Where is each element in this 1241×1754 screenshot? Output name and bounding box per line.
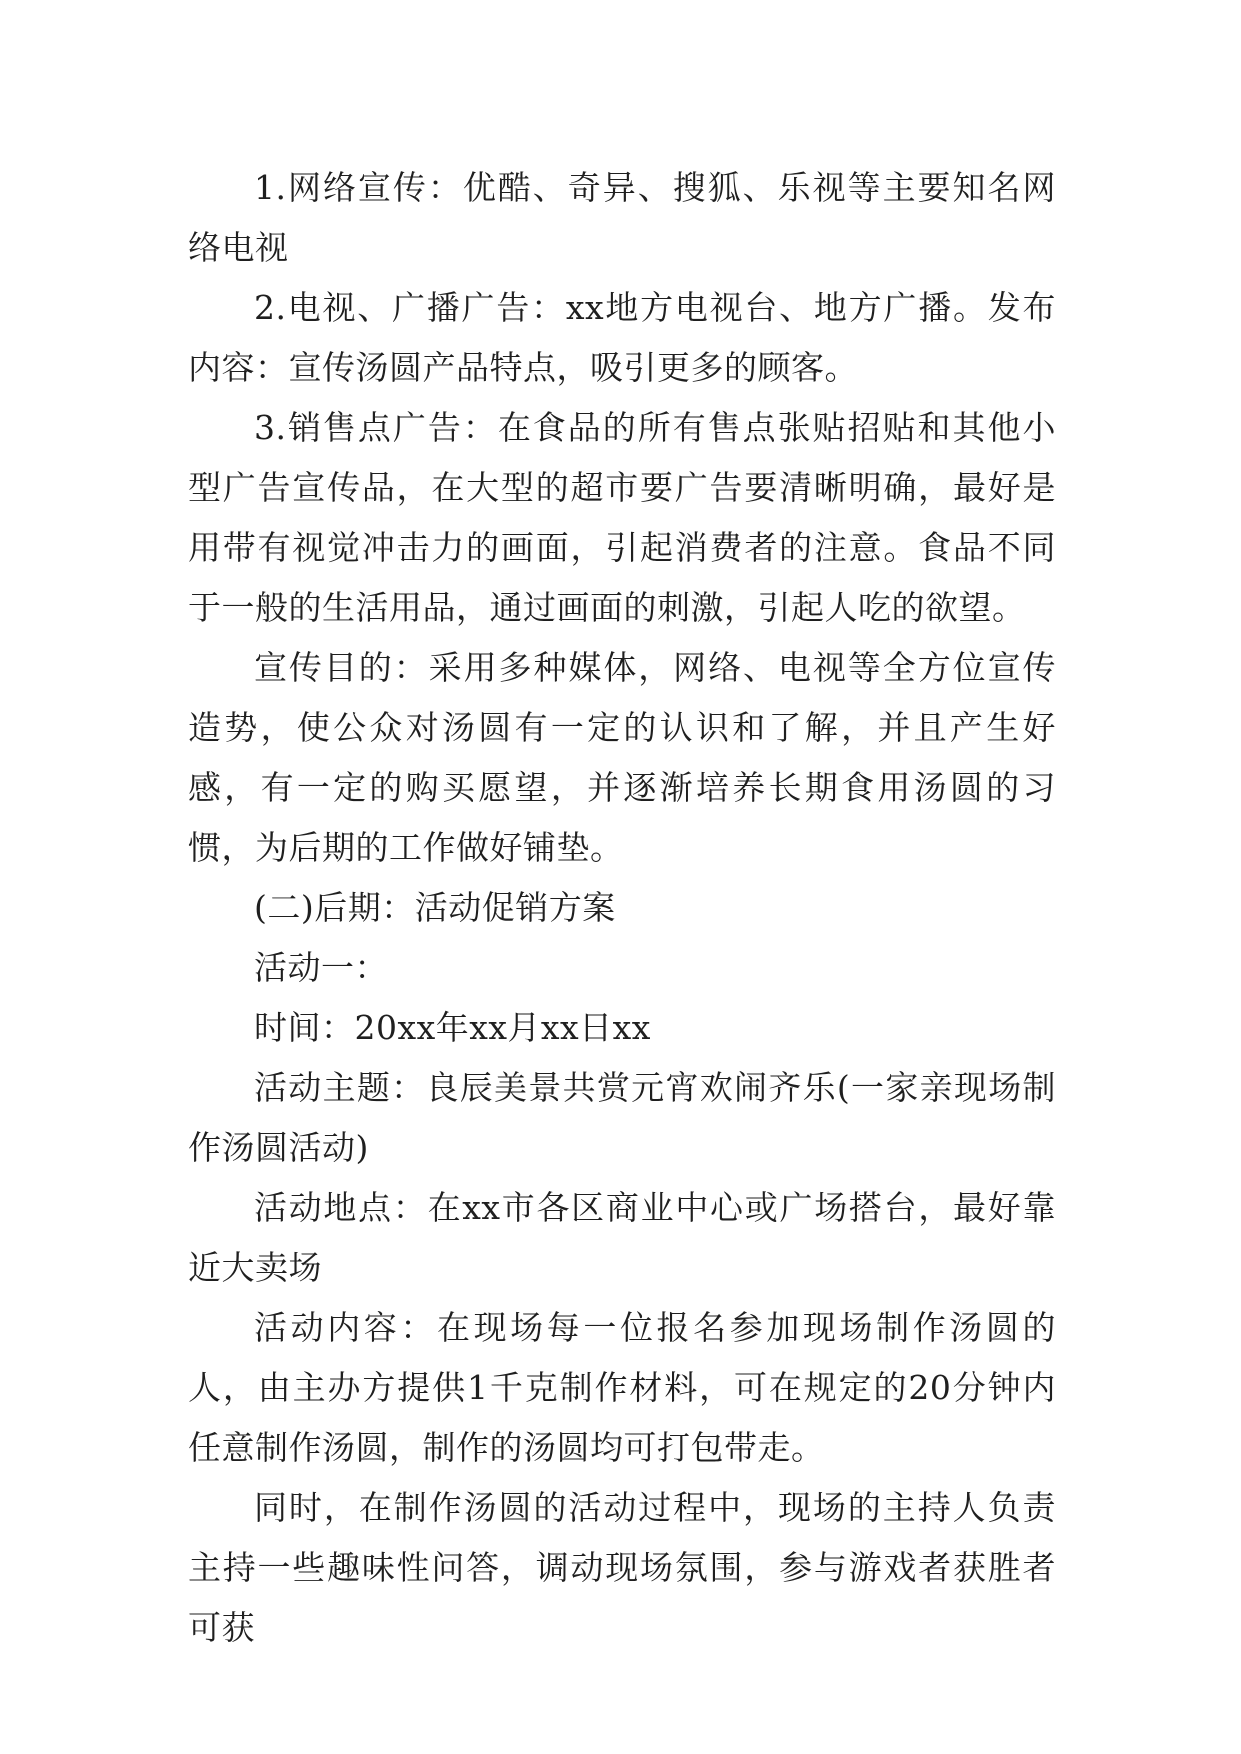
- paragraph-point-of-sale-ads: 3.销售点广告：在食品的所有售点张贴招贴和其他小型广告宣传品，在大型的超市要广告要清晰明确，最好是用带有视觉冲击力的画面，引起消费者的注意。食品不同于一般的生活用品，通过画面的刺激，引起人吃的欲望。: [188, 408, 1056, 627]
- paragraph-tv-radio-ads: 2.电视、广播广告：xx地方电视台、地方广播。发布内容：宣传汤圆产品特点，吸引更多的顾客。: [188, 288, 1056, 387]
- activity-host-games: 同时，在制作汤圆的活动过程中，现场的主持人负责主持一些趣味性问答，调动现场氛围，参与游戏者获胜者可获: [188, 1488, 1056, 1647]
- activity-location: 活动地点：在xx市各区商业中心或广场搭台，最好靠近大卖场: [188, 1188, 1056, 1287]
- activity-one-heading: 活动一：: [254, 948, 388, 987]
- activity-time: 时间：20xx年xx月xx日xx: [254, 1008, 651, 1047]
- paragraph-network-promotion: 1.网络宣传：优酷、奇异、搜狐、乐视等主要知名网络电视: [188, 168, 1056, 267]
- activity-theme: 活动主题：良辰美景共赏元宵欢闹齐乐(一家亲现场制作汤圆活动): [188, 1068, 1056, 1167]
- document-body: [188, 158, 1056, 1658]
- paragraph-promotion-purpose: 宣传目的：采用多种媒体，网络、电视等全方位宣传造势，使公众对汤圆有一定的认识和了解，并且产生好感，有一定的购买愿望，并逐渐培养长期食用汤圆的习惯，为后期的工作做好铺垫。: [188, 648, 1056, 867]
- activity-content: 活动内容：在现场每一位报名参加现场制作汤圆的人，由主办方提供1千克制作材料，可在规定的20分钟内任意制作汤圆，制作的汤圆均可打包带走。: [188, 1308, 1056, 1467]
- section-heading-later-stage: (二)后期：活动促销方案: [254, 888, 616, 927]
